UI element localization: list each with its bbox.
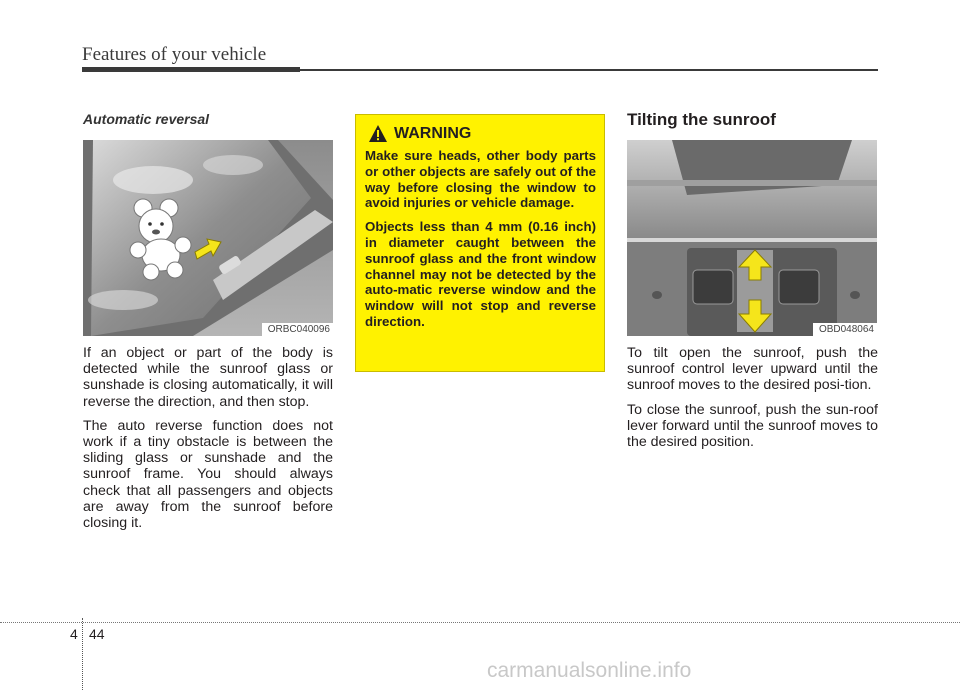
page-number: 44	[89, 626, 105, 642]
paragraph: If an object or part of the body is detected while the sunroof glass or sunshade is closing automatically, it will reverse the direction, and then stop.	[83, 345, 333, 410]
automatic-reversal-text	[83, 345, 333, 539]
paragraph: The auto reverse function does not work if a tiny obstacle is between the sliding glass or sunshade and the sunroof frame. You should always check that all passengers and objects are away from the sunroof before closing it.	[83, 417, 333, 532]
watermark: carmanualsonline.info	[487, 659, 692, 682]
section-heading-tilting: Tilting the sunroof	[627, 110, 776, 129]
warning-box	[355, 114, 605, 372]
warning-title: WARNING	[394, 125, 472, 142]
warning-triangle-icon	[368, 124, 388, 143]
warning-paragraph: Make sure heads, other body parts or other objects are safely out of the way before closing the window to avoid injuries or vehicle damage.	[365, 148, 596, 211]
footer-divider	[82, 618, 84, 690]
header-rule	[300, 69, 878, 71]
header-bar	[82, 67, 300, 72]
sunroof-control-drawing	[627, 140, 877, 336]
warning-paragraph: Objects less than 4 mm (0.16 inch) in diameter caught between the sunroof glass and the front window channel may not be detected by the auto-matic reverse window and the window will not stop and reverse direction.	[365, 219, 596, 329]
paragraph: To close the sunroof, push the sun-roof lever forward until the sunroof moves to the desired position.	[627, 401, 878, 451]
paragraph: To tilt open the sunroof, push the sunroof control lever upward until the sunroof moves to the desired posi-tion.	[627, 345, 878, 394]
sunroof-control-photo	[627, 140, 877, 336]
running-header: Features of your vehicle	[82, 44, 267, 65]
image-label-orbc: ORBC040096	[262, 323, 333, 336]
section-heading-automatic-reversal: Automatic reversal	[83, 111, 210, 127]
tilting-sunroof-text	[627, 345, 878, 458]
section-number: 4	[70, 626, 78, 642]
warning-text	[365, 148, 596, 338]
image-label-obd: OBD048064	[813, 323, 877, 336]
footer-rule	[0, 622, 960, 623]
sunroof-reversal-drawing	[83, 140, 333, 336]
sunroof-reversal-illustration	[83, 140, 333, 336]
